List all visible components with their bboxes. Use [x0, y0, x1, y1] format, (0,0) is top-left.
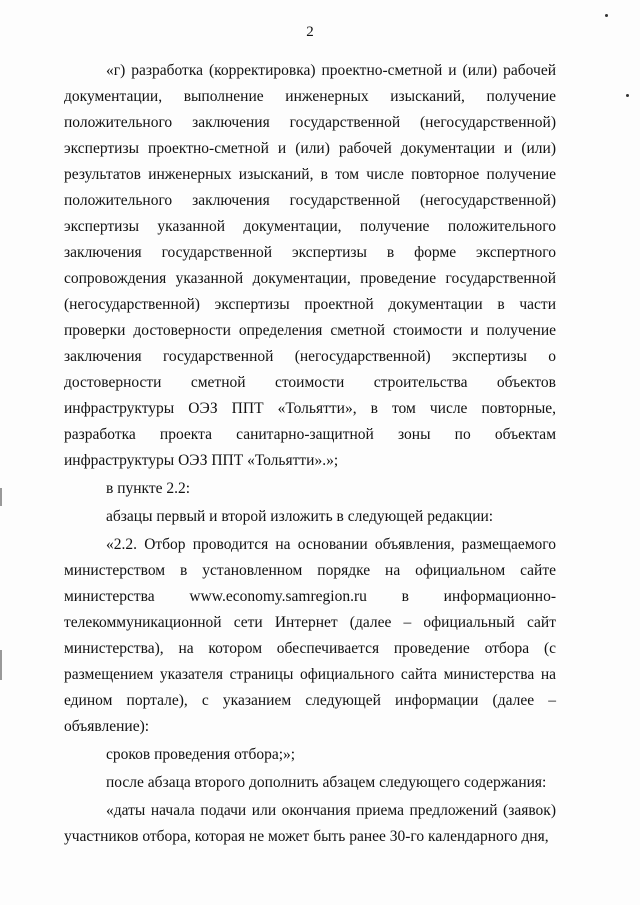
- scan-speck: [626, 94, 629, 97]
- page-number: 2: [306, 24, 314, 40]
- paragraph-item-g: «г) разработка (корректировка) проектно-сметной и (или) рабочей документации, выполнение инженерных изысканий, получение положительного заключения государственной (негосударственной) экспертизы проектно-сметной и (или) рабочей документации и (или) результатов инженерных изысканий, в том числе повторное получение положительного заключения государственной (негосударственной) экспертизы указанной документации, получение положительного заключения государственной экспертизы в форме экспертного сопровождения указанной документации, проведение государственной (негосударственной) экспертизы проектной документации в части проверки достоверности определения сметной стоимости и получение заключения государственной (негосударственной) экспертизы о достоверности сметной стоимости строительства объектов инфраструктуры ОЭЗ ППТ «Тольятти», в том числе повторные, разработка проекта санитарно-защитной зоны по объектам инфраструктуры ОЭЗ ППТ «Тольятти».»;: [64, 62, 556, 469]
- paragraph-addition-intro: после абзаца второго дополнить абзацем следующего содержания:: [106, 774, 547, 791]
- scan-edge-mark: [0, 488, 2, 506]
- scan-edge-mark: [0, 650, 2, 680]
- document-body: [64, 58, 556, 850]
- paragraph-amendment-intro: абзацы первый и второй изложить в следующей редакции:: [106, 508, 494, 525]
- paragraph-clause-2-2: в пункте 2.2:: [106, 480, 191, 497]
- scan-speck: [605, 14, 608, 17]
- paragraph-selection-procedure: «2.2. Отбор проводится на основании объявления, размещаемого министерством в установленном порядке на официальном сайте министерства www.economy.samregion.ru в информационно-телекоммуникационной сети Интернет (далее – официальный сайт министерства), на котором обеспечивается проведение отбора (с размещением указателя страницы официального сайта министерства на едином портале), с указанием следующей информации (далее – объявление):: [64, 536, 556, 735]
- paragraph-submission-dates: «даты начала подачи или окончания приема предложений (заявок) участников отбора, которая не может быть ранее 30-го календарного дня,: [64, 802, 556, 845]
- paragraph-selection-dates: сроков проведения отбора;»;: [106, 746, 296, 763]
